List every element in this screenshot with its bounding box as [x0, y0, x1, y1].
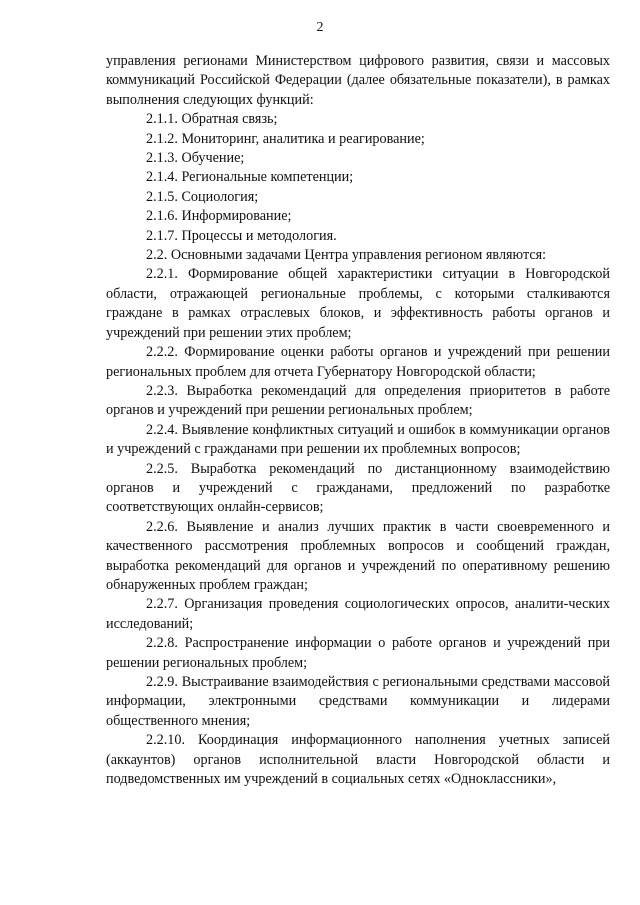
paragraph: 2.1.3. Обучение;: [146, 150, 245, 167]
document-body: [106, 52, 610, 789]
paragraph: 2.1.5. Социология;: [146, 188, 259, 205]
paragraph: 2.2.5. Выработка рекомендаций по дистанционному взаимодействию органов и учреждений с гражданами, предложений по разработке соответствующих онлайн-сервисов;: [106, 460, 610, 516]
paragraph: 2.2.8. Распространение информации о работе органов и учреждений при решении региональных проблем;: [106, 635, 610, 671]
paragraph: управления регионами Министерством цифрового развития, связи и массовых коммуникаций Российской Федерации (далее обязательные показатели), в рамках выполнения следующих функций:: [106, 53, 610, 108]
page-number: 2: [316, 20, 324, 35]
paragraph: 2.2.9. Выстраивание взаимодействия с региональными средствами массовой информации, электронными средствами коммуникации и лидерами общественного мнения;: [106, 674, 610, 729]
paragraph: 2.1.6. Информирование;: [146, 208, 292, 225]
paragraph: 2.2.1. Формирование общей характеристики ситуации в Новгородской области, отражающей региональные проблемы, с которыми сталкиваются граждане в рамках отраслевых блоков, и эффективность работы органов и учреждений при решении этих проблем;: [106, 266, 610, 341]
paragraph: 2.1.2. Мониторинг, аналитика и реагирование;: [146, 130, 425, 147]
paragraph: 2.1.1. Обратная связь;: [146, 111, 278, 128]
paragraph: 2.1.7. Процессы и методология.: [146, 227, 337, 244]
paragraph: 2.2.7. Организация проведения социологических опросов, аналити-ческих исследований;: [106, 596, 610, 632]
paragraph: 2.1.4. Региональные компетенции;: [146, 169, 354, 186]
paragraph: 2.2. Основными задачами Центра управления регионом являются:: [146, 247, 547, 264]
paragraph: 2.2.10. Координация информационного наполнения учетных записей (аккаунтов) органов исполнительной власти Новгородской области и подведомственных им учреждений в социальных сетях «Одноклассники»,: [106, 732, 610, 788]
paragraph: 2.2.4. Выявление конфликтных ситуаций и ошибок в коммуникации органов и учреждений с гражданами при решении их проблемных вопросов;: [106, 421, 610, 458]
paragraph: 2.2.3. Выработка рекомендаций для определения приоритетов в работе органов и учреждений при решении региональных проблем;: [106, 382, 610, 419]
paragraph: 2.2.2. Формирование оценки работы органов и учреждений при решении региональных проблем для отчета Губернатору Новгородской области;: [106, 344, 610, 380]
paragraph: 2.2.6. Выявление и анализ лучших практик в части своевременного и качественного рассмотрения проблемных вопросов и сообщений граждан, выработка рекомендаций для органов и учреждений по оперативному решению обнаруженных проблем граждан;: [106, 518, 610, 593]
